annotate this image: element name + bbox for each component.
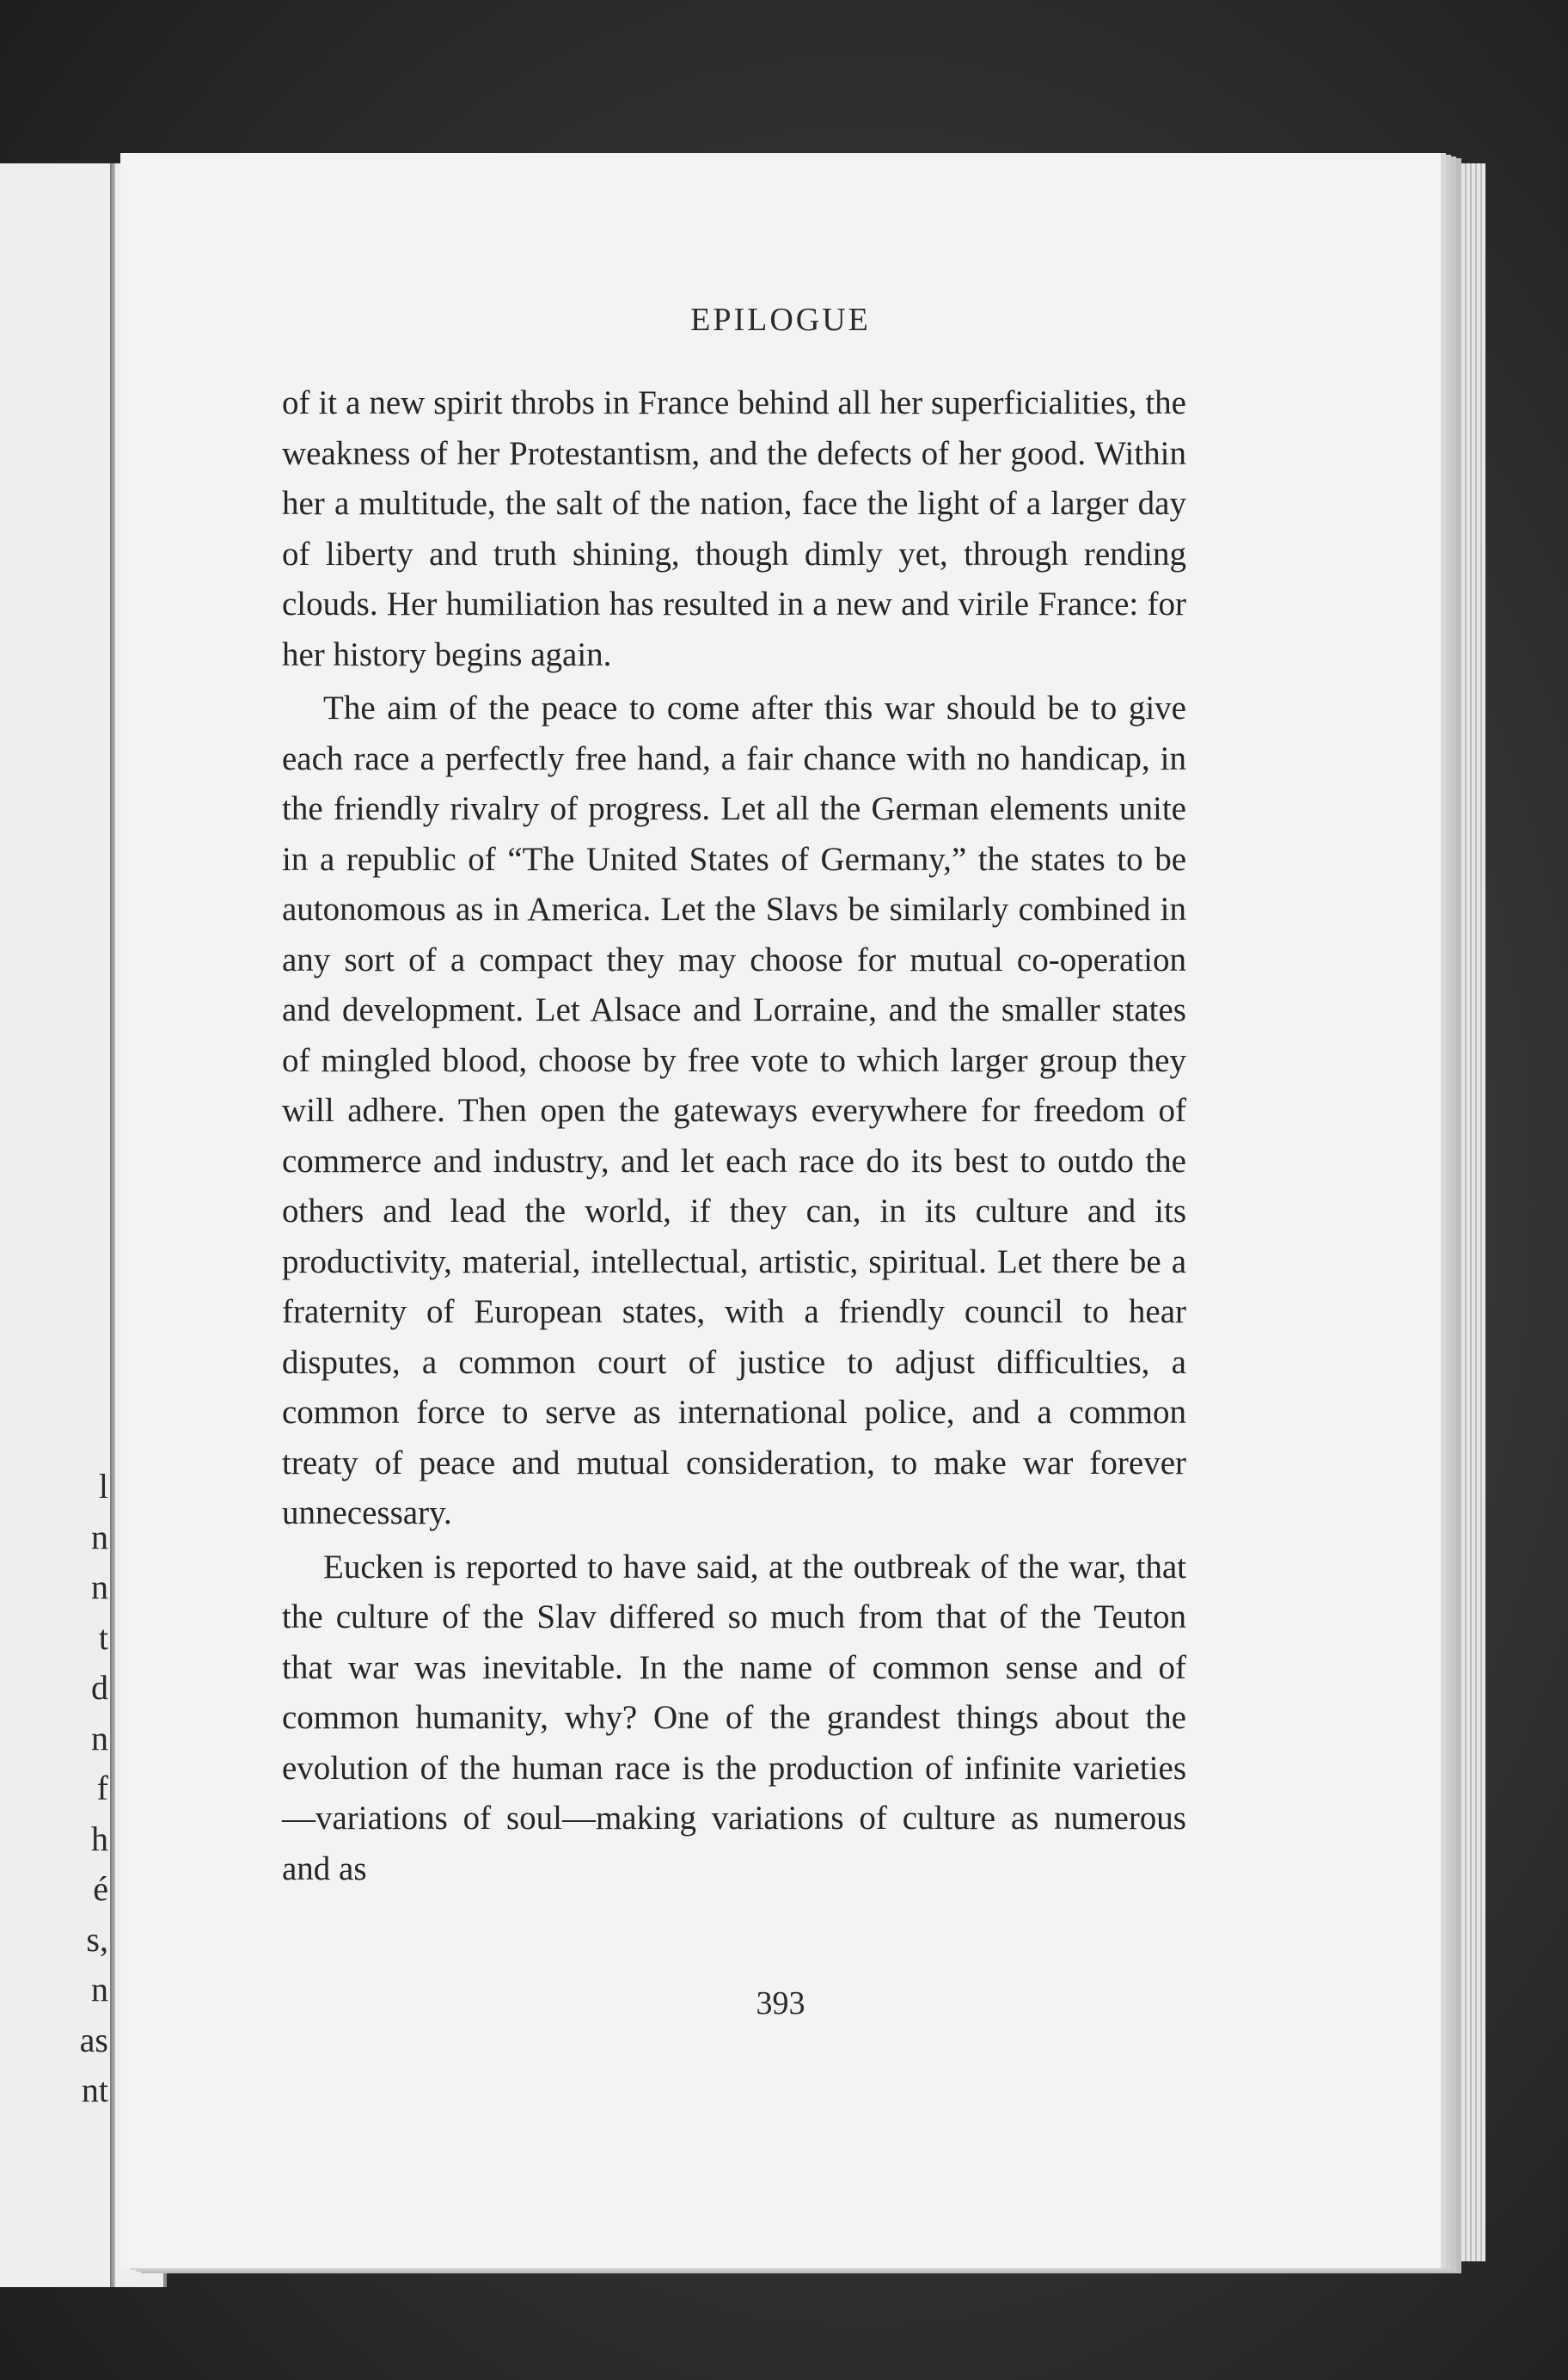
page-stack-edge (1441, 163, 1485, 2261)
body-text (282, 378, 1186, 1894)
facing-line-ending: l (98, 1467, 108, 1506)
facing-line-ending: h (91, 1819, 108, 1858)
facing-line-ending: n (91, 1718, 108, 1757)
facing-line-ending: as (79, 2020, 108, 2059)
paragraph: Eucken is reported to have said, at the outbreak of the war, that the culture of the Slav differed so much from that of the Teuton that war was inevitable. In the name of common sense and of common humanity, why? One of the grandest things about the evolution of the human race is the production of infinite varieties—variations of soul—making variations of culture as numerous and as (282, 1548, 1186, 1887)
facing-line-ending: nt (81, 2070, 108, 2109)
facing-line-ending: n (91, 1970, 108, 2009)
paragraph: The aim of the peace to come after this war should be to give each race a perfectly free hand, a fair chance with no handicap, in the friendly rivalry of progress. Let all the German elements unite in a republic of “The United States of Germany,” the states to be autonomous as in America. Let the Slavs be similarly combined in any sort of a compact they may choose for mutual co-operation and development. Let Alsace and Lorraine, and the smaller states of mingled blood, choose by free vote to which larger group they will adhere. Then open the gateways everywhere for freedom of commerce and industry, and let each race do its best to outdo the others and lead the world, if they can, in its culture and its productivity, material, intellectual, artistic, spiritual. Let there be a fraternity of European states, with a friendly council to hear disputes, a common court of justice to adjust difficulties, a common force to serve as international police, and a common treaty of peace and mutual consideration, to make war forever unnecessary. (282, 690, 1186, 1531)
facing-line-ending: é (93, 1869, 108, 1908)
facing-line-ending: n (91, 1517, 108, 1556)
facing-page-line-endings (0, 1462, 108, 2116)
facing-line-ending: n (91, 1567, 108, 1606)
paragraph: of it a new spirit throbs in France behind all her superficialities, the weakness of her Protestantism, and the defects of her good. Within her a multitude, the salt of the nation, face the light of a larger day of liberty and truth shining, though dimly yet, through rending clouds. Her humiliation has resulted in a new and virile France: for her history begins again. (282, 384, 1186, 673)
page-number: 393 (756, 1985, 805, 2021)
facing-line-ending: t (98, 1617, 108, 1657)
gutter-shadow (110, 163, 115, 2287)
running-head: EPILOGUE (690, 302, 871, 338)
facing-line-ending: d (91, 1668, 108, 1707)
facing-line-ending: s, (86, 1919, 108, 1959)
facing-line-ending: f (96, 1769, 108, 1807)
